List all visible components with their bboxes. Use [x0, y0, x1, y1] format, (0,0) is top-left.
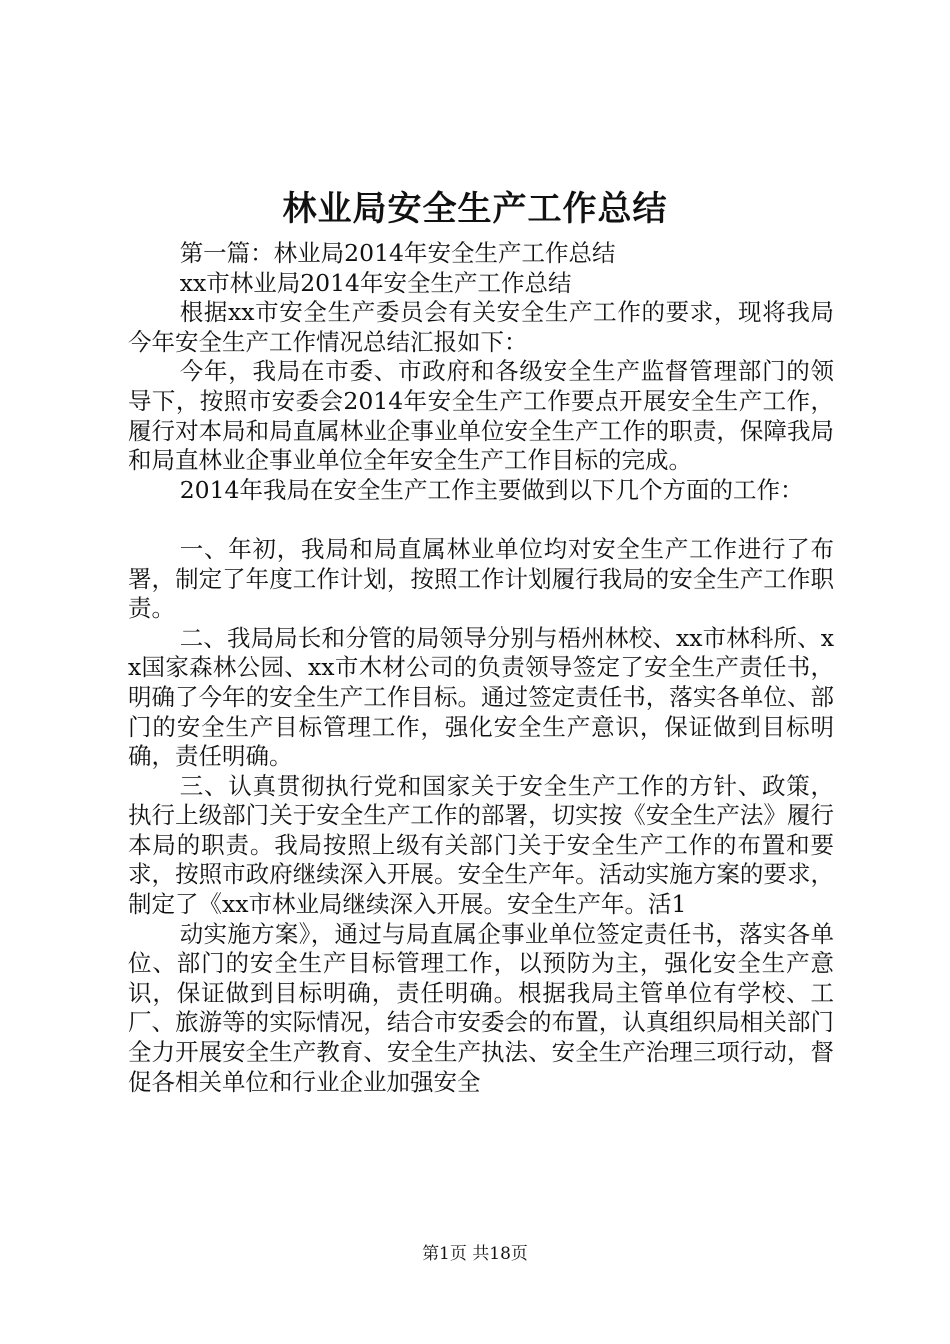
paragraph-intro: 根据xx市安全生产委员会有关安全生产工作的要求，现将我局今年安全生产工作情况总结汇报如下： — [128, 298, 834, 356]
paragraph-item-1: 一、年初，我局和局直属林业单位均对安全生产工作进行了布署，制定了年度工作计划，按照工作计划履行我局的安全生产工作职责。 — [128, 534, 834, 623]
paragraph-gap — [128, 505, 834, 535]
paragraph-summary-lead: 2014年我局在安全生产工作主要做到以下几个方面的工作： — [179, 475, 804, 504]
paragraph-item-3: 三、认真贯彻执行党和国家关于安全生产工作的方针、政策，执行上级部门关于安全生产工作的部署，切实按《安全生产法》履行本局的职责。我局按照上级有关部门关于安全生产工作的布置和要求，按照市政府继续深入开展。安全生产年。活动实施方案的要求，制定了《xx市林业局继续深入开展。安全生产年。活1 — [128, 771, 834, 919]
paragraph-item-3-continued: 动实施方案》，通过与局直属企事业单位签定责任书，落实各单位、部门的安全生产目标管理工作，以预防为主，强化安全生产意识，保证做到目标明确，责任明确。根据我局主管单位有学校、工厂、旅游等的实际情况，结合市安委会的布置，认真组织局相关部门全力开展安全生产教育、安全生产执法、安全生产治理三项行动，督促各相关单位和行业企业加强安全 — [128, 919, 834, 1096]
paragraph-part-heading: 第一篇：林业局2014年安全生产工作总结 — [179, 239, 616, 267]
paragraph-item-2: 二、我局局长和分管的局领导分别与梧州林校、xx市林科所、xx国家森林公园、xx市木材公司的负责领导签定了安全生产责任书，明确了今年的安全生产工作目标。通过签定责任书，落实各单位、部门的安全生产目标管理工作，强化安全生产意识，保证做到目标明确，责任明确。 — [128, 623, 834, 771]
document-title: 林业局安全生产工作总结 — [282, 189, 668, 229]
page-number-footer: 第1页 共18页 — [422, 1244, 528, 1264]
paragraph-overview: 今年，我局在市委、市政府和各级安全生产监督管理部门的领导下，按照市安委会2014年安全生产工作要点开展安全生产工作，履行对本局和局直属林业企事业单位安全生产工作的职责，保障我局和局直林业企事业单位全年安全生产工作目标的完成。 — [128, 357, 834, 475]
document-body — [128, 239, 834, 1097]
paragraph-subtitle: xx市林业局2014年安全生产工作总结 — [179, 268, 572, 297]
